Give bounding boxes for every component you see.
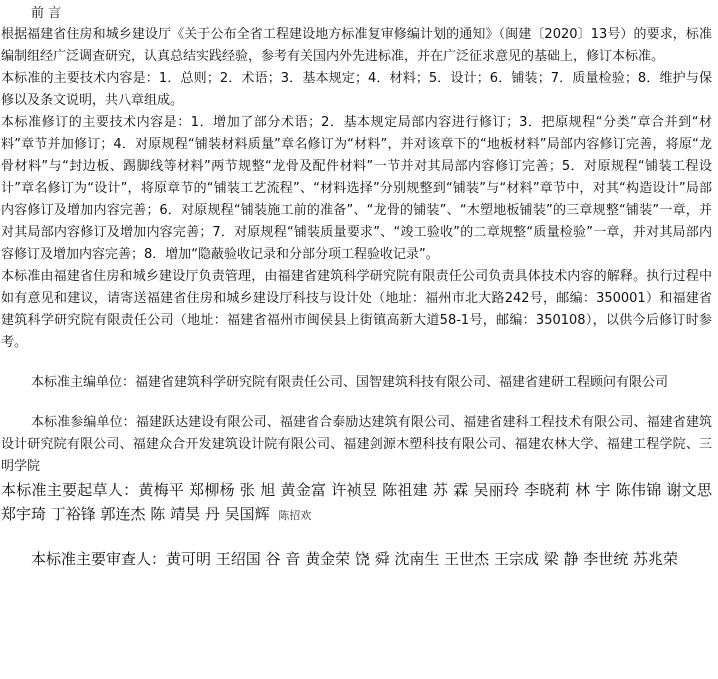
spacer [1,528,712,546]
drafters-paragraph [1,478,712,528]
drafter-handwritten-name: 陈招欢 [278,509,312,522]
revision-content-paragraph: 本标准修订的主要技术内容是：1．增加了部分术语；2．基本规定局部内容进行修订；3．把原规程“分类”章合并到“材料”章节并加修订；4．对原规程“铺装材料质量”章名修订为“材料”，并对该章下的“地板材料”局部内容修订完善，将原“龙骨材料”与“封边板、踢脚线等材料”两节规整“龙骨及配件材料”一节并对其局部内容修订完善；5．对原规程“铺装工程设计”章名修订为“设计”，将原章节的“铺装工艺流程”、“材料选择”分别规整到“铺装”与“材料”章节中，对其“构造设计”局部内容修订及增加内容完善；6．对原规程“铺装施工前的准备”、“龙骨的铺装”、“木塑地板铺装”的三章规整“铺装”一章，并对其局部内容修订及增加内容完善；7．对原规程“铺装质量要求”、“竣工验收”的二章规整“质量检验”一章，并对其局部内容修订及增加内容完善；8．增加“隐蔽验收记录和分部分项工程验收记录”。 [1,115,712,262]
intro-paragraph: 根据福建省住房和城乡建设厅《关于公布全省工程建设地方标准复审修编计划的通知》（闽建〔2020〕13号）的要求，标准编制组经广泛调查研究，认真总结实践经验，参考有关国内外先进标准，并在广泛征求意见的基础上，修订本标准。 [1,27,712,64]
chief-units-paragraph: 本标准主编单位：福建省建筑科学研究院有限责任公司、国智建筑科技有限公司、福建省建研工程顾问有限公司 [31,375,669,390]
drafters-list: 本标准主要起草人：黄梅平 郑柳杨 张 旭 黄金富 许祯昱 陈祖建 苏 霖 吴丽玲 李晓莉 林 宇 陈伟锦 谢文思 郑宇琦 丁裕锋 郭连杰 陈 靖昊 丹 吴国辉 [1,481,712,523]
main-content-paragraph: 本标准的主要技术内容是：1．总则；2．术语；3．基本规定；4．材料；5．设计；6．铺装；7．质量检验；8．维护与保修以及条文说明，共八章组成。 [1,71,712,108]
spacer [1,394,712,412]
preface-heading: 前 言 [31,6,62,21]
reviewers-paragraph: 本标准主要审查人：黄可明 王绍国 谷 音 黄金荣 饶 舜 沈南生 王世杰 王宗成 梁 静 李世统 苏兆荣 [31,550,678,568]
participating-units-paragraph: 本标准参编单位：福建跃达建设有限公司、福建省合泰励达建筑有限公司、福建省建科工程技术有限公司、福建省建筑设计研究院有限公司、福建众合开发建筑设计院有限公司、福建剑源木塑科技有限公司、福建农林大学、福建工程学院、三明学院 [1,415,712,474]
management-paragraph: 本标准由福建省住房和城乡建设厅负责管理，由福建省建筑科学研究院有限责任公司负责具体技术内容的解释。执行过程中如有意见和建议，请寄送福建省住房和城乡建设厅科技与设计处（地址：福州市北大路242号，邮编：350001）和福建省建筑科学研究院有限责任公司（地址：福建省福州市闽侯县上街镇高新大道58-1号，邮编：350108），以供今后修订时参考。 [1,269,712,350]
spacer [1,354,712,372]
